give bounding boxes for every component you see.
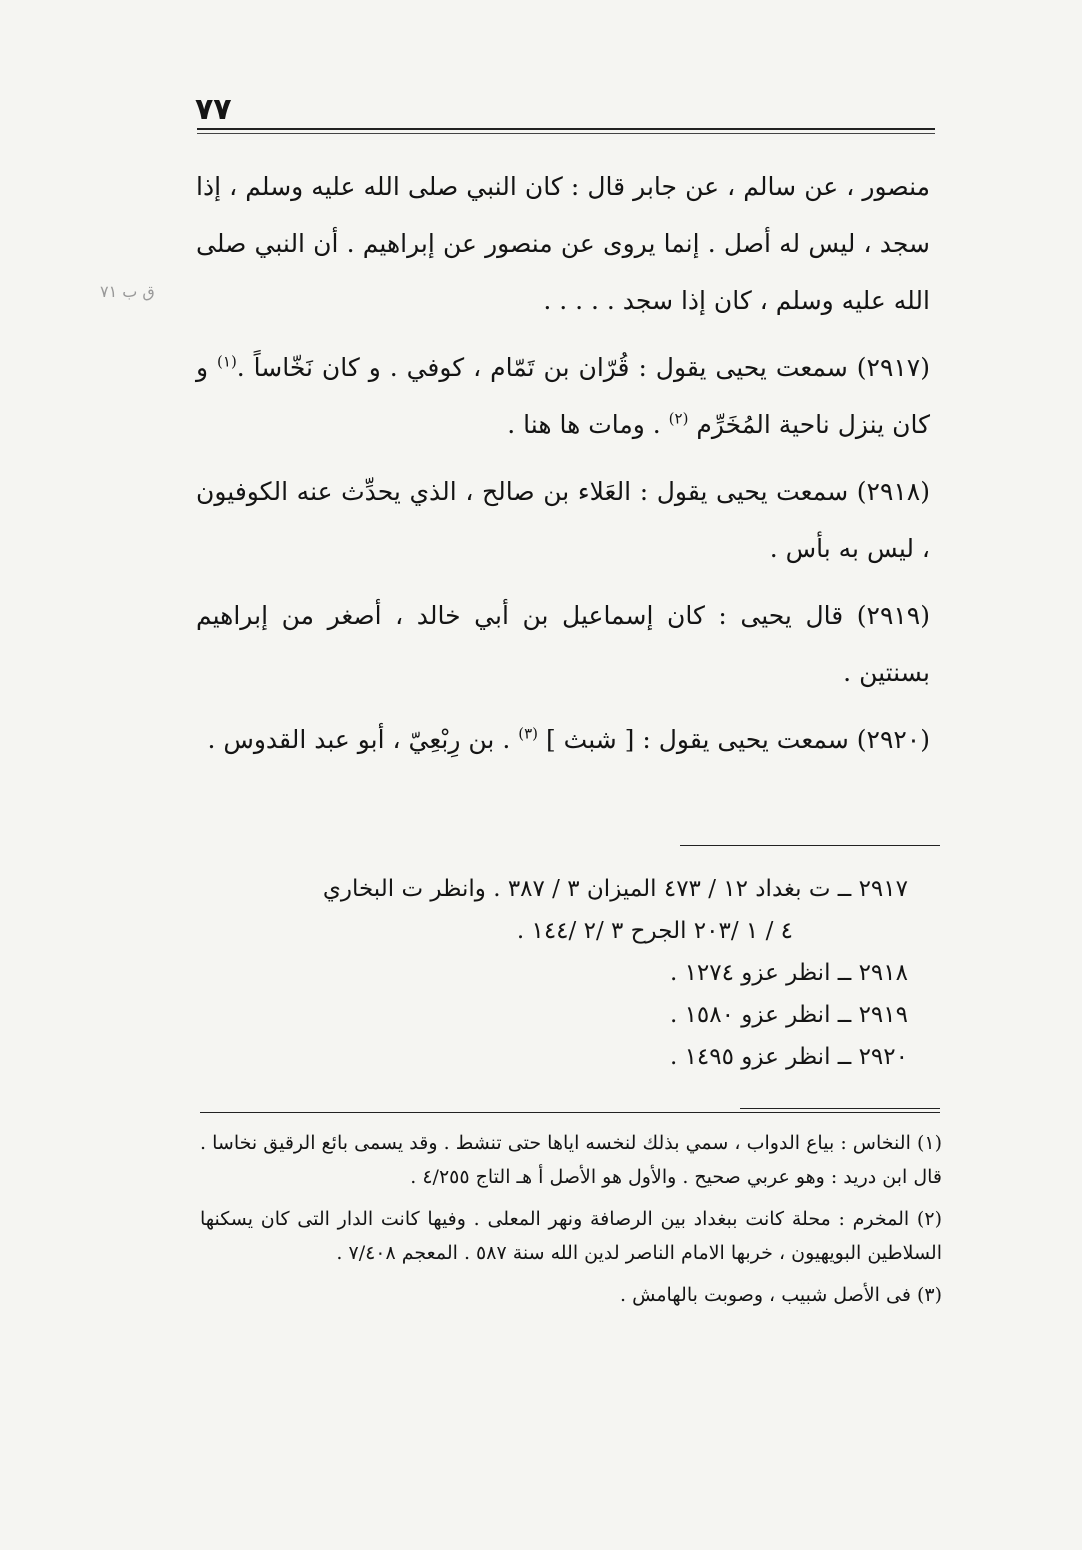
header-rule-thin (197, 133, 935, 134)
paragraph-2917 (196, 339, 930, 453)
paragraph-text: (٢٩١٧) سمعت يحيى يقول : قُرّان بن تَمّام ، كوفي . و كان نَخّاساً . (236, 353, 930, 382)
reference-line: ٢٩١٨ ــ انظر عزو ١٢٧٤ . (669, 960, 908, 986)
header-rule (197, 128, 935, 130)
footnote-3: (٣) فى الأصل شبيب ، وصوبت بالهامش . (620, 1284, 942, 1306)
paragraph-2919 (196, 587, 930, 701)
paragraph-text: . بن رِبْعِيّ ، أبو عبد القدوس . (207, 725, 511, 754)
margin-note: ق ب ٧١ (100, 282, 155, 301)
page-number: ٧٧ (195, 92, 232, 127)
references-separator (680, 845, 940, 846)
paragraph-2920 (196, 711, 930, 768)
footnotes-block (200, 1126, 942, 1320)
paragraph-2918 (196, 463, 930, 577)
paragraph-text: (٢٩١٩) قال يحيى : كان إسماعيل بن أبي خالد ، أصغر من إبراهيم بسنتين . (196, 601, 930, 687)
main-text (196, 158, 930, 778)
references-block (196, 868, 908, 1078)
footnote-marker-1: (١) (217, 352, 237, 371)
reference-line: ٢٩١٩ ــ انظر عزو ١٥٨٠ . (669, 1002, 908, 1028)
paragraph-continuation (196, 158, 930, 329)
reference-line: ٢٩٢٠ ــ انظر عزو ١٤٩٥ . (669, 1044, 908, 1070)
paragraph-text: (٢٩٢٠) سمعت يحيى يقول : [ شبث ] (545, 725, 930, 754)
footnote-2: (٢) المخرم : محلة كانت ببغداد بين الرصافة ونهر المعلى . وفيها كانت الدار التى كان يسكنها السلاطين البويهيون ، خربها الامام الناصر لدين الله سنة ٥٨٧ . المعجم ٧/٤٠٨ . (200, 1208, 942, 1264)
paragraph-text: و كان ينزل ناحية المُخَرِّم (196, 353, 930, 439)
reference-line: ٢٩١٧ ــ ت بغداد ١٢ / ٤٧٣ الميزان ٣ / ٣٨٧ . وانظر ت البخاري (322, 876, 908, 902)
footnote-marker-3: (٣) (518, 724, 539, 743)
reference-line: ٤ / ١ /٢٠٣ الجرح ٣ /٢ /١٤٤ . (516, 918, 793, 944)
paragraph-text: . ومات ها هنا . (507, 410, 661, 439)
footnotes-separator-short (740, 1108, 940, 1109)
footnote-1: (١) النخاس : بياع الدواب ، سمي بذلك لنخسه اياها حتى تنشط . وقد يسمى بائع الرقيق نخاسا . قال ابن دريد : وهو عربي صحيح . والأول هو الأصل أ هـ التاج ٤/٢٥٥ . (200, 1132, 942, 1188)
footnotes-separator (200, 1112, 940, 1113)
paragraph-text: (٢٩١٨) سمعت يحيى يقول : العَلاء بن صالح ، الذي يحدِّث عنه الكوفيون ، ليس به بأس . (196, 477, 930, 563)
footnote-marker-2: (٢) (668, 409, 689, 428)
paragraph-text: منصور ، عن سالم ، عن جابر قال : كان النبي صلى الله عليه وسلم ، إذا سجد ، ليس له أصل . إنما يروى عن منصور عن إبراهيم . أن النبي صلى الله عليه وسلم ، كان إذا سجد . . . . . (196, 172, 930, 315)
